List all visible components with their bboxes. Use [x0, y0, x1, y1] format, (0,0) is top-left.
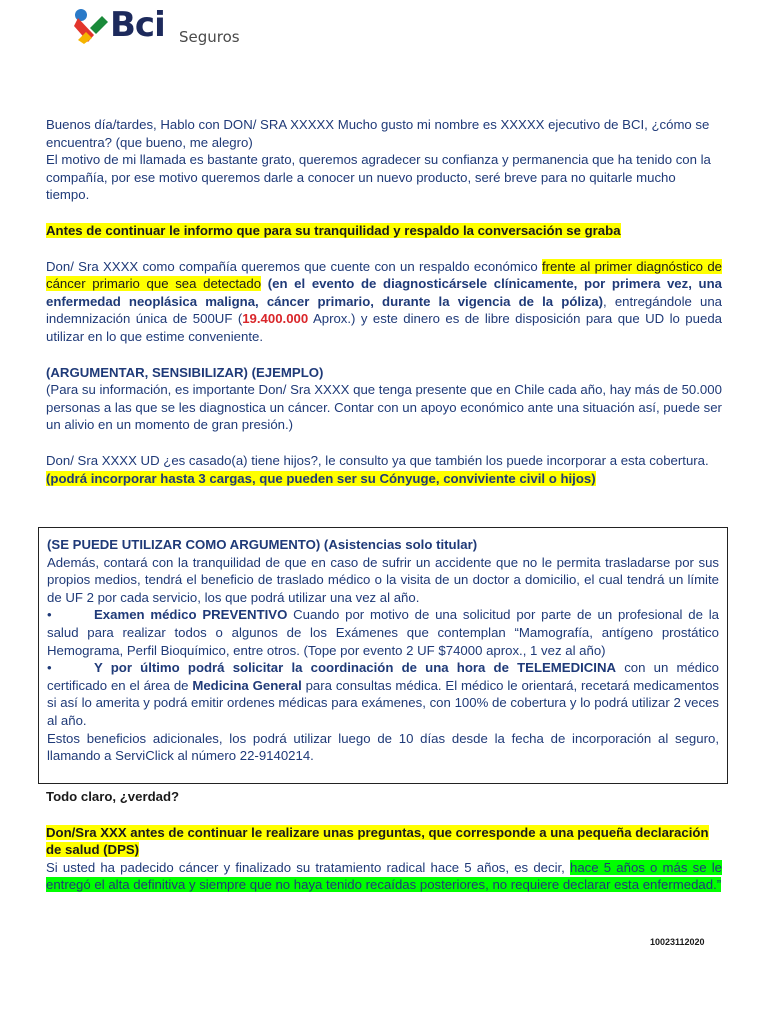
dps-highlight: hace 5 años o más se le entregó el alta definitiva y siempre que no haya tenido recaídas posteriores, no requiere declarar esta enfermedad.”: [46, 859, 723, 893]
married-question: Don/ Sra XXXX UD ¿es casado(a) tiene hijos?, le consulto ya que también los puede incorporar a esta cobertura.: [46, 452, 709, 468]
bullet-icon: •: [47, 607, 52, 623]
coverage-text-d: , entregándole una indemnización única de 500UF (: [46, 293, 722, 327]
dps-paragraph: [46, 859, 722, 894]
brand-subtitle: Seguros: [179, 28, 240, 46]
telemed-bold-2: Medicina General: [192, 677, 302, 693]
dps-text: Si usted ha padecido cáncer y finalizado su tratamiento radical hace 5 años, es decir,: [46, 859, 571, 875]
brand-name: Bci: [110, 5, 165, 45]
cargas-highlight: (podrá incorporar hasta 3 cargas, que pueden ser su Cónyuge, conviviente civil o hijos): [46, 470, 596, 486]
box-intro: Además, contará con la tranquilidad de que en caso de sufrir un accidente que no le permita trasladarse por sus propios medios, tendrá el beneficio de traslado médico o la visita de un doctor a domicilio, el cual tendrá un límite de UF 2 por cada servicio, los que podrá utilizar una vez al año.: [47, 554, 719, 605]
coverage-text-f: Aprox.) y este dinero es de libre disposición para que UD lo pueda utilizar en lo que estime conveniente.: [46, 311, 722, 344]
coverage-bold: (en el evento de diagnosticársele clínicamente, por primera vez, una enfermedad neoplásica maligna, cáncer primario, durante la vigencia de la póliza): [46, 276, 722, 309]
coverage-amount: 19.400.000: [242, 311, 309, 327]
box-bullet-telemedicine: [47, 659, 719, 729]
greeting-paragraph: Buenos día/tardes, Hablo con DON/ SRA XXXXX Mucho gusto mi nombre es XXXXX ejecutivo de BCI, ¿cómo se encuentra? (que bueno, me alegro): [46, 117, 710, 150]
recording-notice: Antes de continuar le informo que para su tranquilidad y respaldo la conversación se graba: [46, 222, 621, 238]
lower-content: [46, 788, 722, 894]
dps-title: Don/Sra XXX antes de continuar le realizare unas preguntas, que corresponde a una pequeña declaración de salud (DPS): [46, 824, 709, 858]
box-title: (SE PUEDE UTILIZAR COMO ARGUMENTO) (Asistencias solo titular): [47, 537, 478, 552]
coverage-paragraph: [46, 258, 722, 346]
argue-title: (ARGUMENTAR, SENSIBILIZAR) (EJEMPLO): [46, 364, 324, 380]
document-code: 10023112020: [650, 937, 705, 947]
assistance-box: [38, 527, 728, 784]
coverage-highlight: frente al primer diagnóstico de cáncer primario que sea detectado: [46, 258, 722, 292]
telemed-bold: Y por último podrá solicitar la coordinación de una hora de TELEMEDICINA: [94, 660, 617, 676]
exam-bold: Examen médico PREVENTIVO: [94, 607, 288, 623]
argue-text: (Para su información, es importante Don/ Sra XXXX que tenga presente que en Chile cada año, hay más de 50.000 personas a las que se les diagnostica un cáncer. Contar con un apoyo económico ante una situación así, puede ser un alivio en un momento de gran presión.): [46, 382, 722, 433]
telemed-text-2: para consultas médica. El médico le orientará, recetará medicamentos si así lo amerita y podrá emitir ordenes médicas para exámenes, con 100% de cobertura y lo podrá utilizar 2 veces al año.: [47, 677, 719, 728]
telemed-text-1: con un médico certificado en el área de: [47, 660, 719, 693]
bullet-icon: •: [47, 660, 52, 676]
script-content: [46, 116, 722, 487]
box-outro: Estos beneficios adicionales, los podrá utilizar luego de 10 días desde la fecha de incorporación al seguro, llamando a ServiClick al número 22-9140214.: [47, 730, 719, 764]
coverage-text-a: Don/ Sra XXXX como compañía queremos que cuente con un respaldo económico: [46, 258, 542, 274]
exam-text: Cuando por motivo de una solicitud por parte de un profesional de la salud para realizar todos o algunos de los Exámenes que contemplan “Mamografía, antígeno prostático Hemograma, Perfil Bioquímico, entre otros. (Tope por evento 2 UF $74000 aprox., 1 vez al año): [47, 607, 719, 658]
box-bullet-exam: [47, 606, 719, 659]
motive-paragraph: El motivo de mi llamada es bastante grato, queremos agradecer su confianza y permanencia que ha tenido con la compañía, por ese motivo queremos darle a conocer un nuevo producto, seré breve para no quitarle mucho tiempo.: [46, 152, 711, 203]
bci-x-logo-icon: [72, 8, 110, 46]
todo-claro: Todo claro, ¿verdad?: [46, 789, 180, 804]
